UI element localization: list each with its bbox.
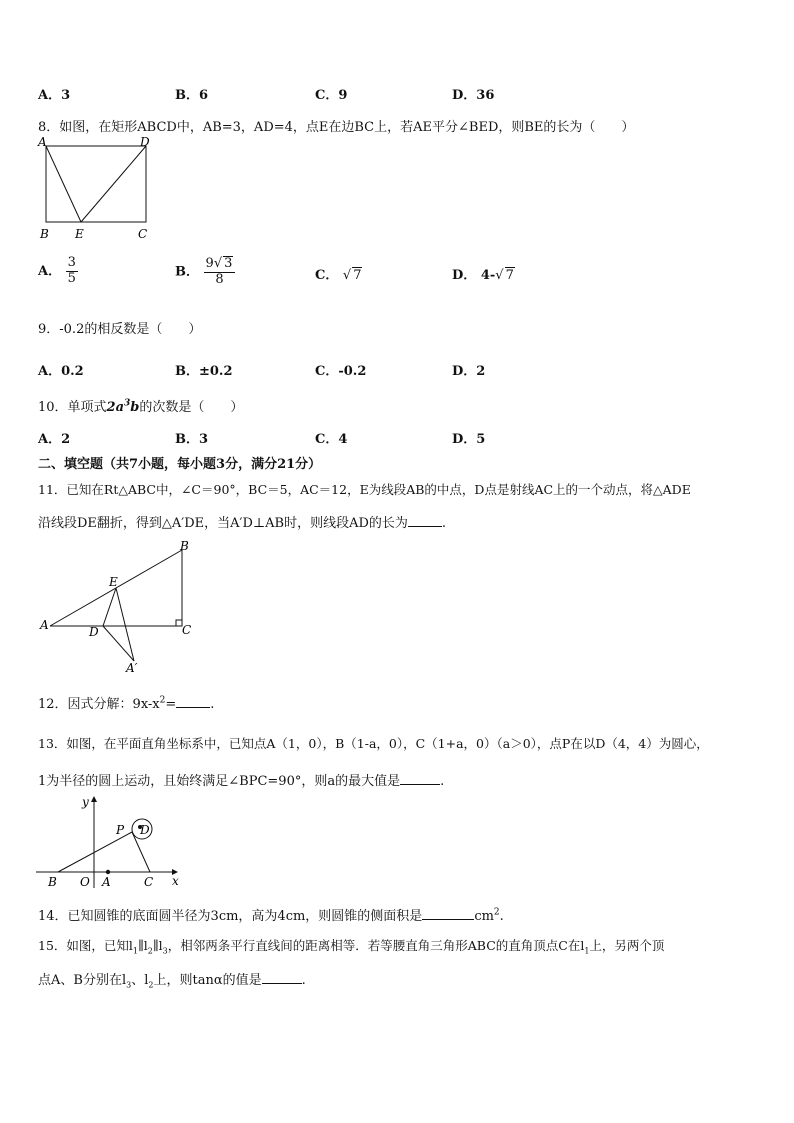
q11-label-b: B <box>180 539 189 553</box>
q8-label-b: B <box>40 227 49 241</box>
q13-coordinate-figure <box>36 792 186 892</box>
q8-option-d-prefix: 4- <box>480 268 496 283</box>
q9-option-c[interactable]: C．-0.2 <box>315 364 367 379</box>
q10-exponent: 3 <box>124 398 131 409</box>
q9-option-d[interactable]: D．2 <box>452 364 486 379</box>
q14-end: . <box>499 909 504 924</box>
q12-text: 12．因式分解：9x-x <box>38 697 160 712</box>
q7-option-c[interactable]: C．9 <box>315 88 348 103</box>
q9-stem: 9．-0.2的相反数是（ ） <box>38 322 202 337</box>
q12-equals: = <box>165 697 177 712</box>
q8-option-b-radicand: 3 <box>224 256 233 271</box>
q8-label-c: C <box>138 227 148 241</box>
q7-option-a[interactable]: A．3 <box>38 88 71 103</box>
q8-option-d-letter: D． <box>452 268 477 283</box>
q9-option-a[interactable]: A．0.2 <box>38 364 84 379</box>
q8-stem: 8．如图，在矩形ABCD中，AB=3，AD=4，点E在边BC上，若AE平分∠BED，则BE的长为（ ） <box>38 120 635 135</box>
q13-end: . <box>440 774 445 789</box>
q13-line2 <box>38 770 444 789</box>
q15-line1 <box>38 936 664 956</box>
sqrt-icon: √ <box>213 256 223 271</box>
q8-option-b-denominator: 8 <box>215 271 224 287</box>
sqrt-icon: √ <box>342 268 352 283</box>
q10-stem-suffix: 的次数是（ ） <box>139 400 244 415</box>
q14-text: 14．已知圆锥的底面圆半径为3cm，高为4cm，则圆锥的侧面积是 <box>38 909 423 924</box>
q15-sub-6: 2 <box>148 980 154 990</box>
q13-label-d: D <box>140 823 150 837</box>
q8-option-c[interactable] <box>315 264 362 283</box>
q13-label-x: x <box>172 874 179 888</box>
q13-line1: 13．如图，在平面直角坐标系中，已知点A（1，0），B（1-a，0），C（1+a，0）（a＞0），点P在以D（4，4）为圆心， <box>38 736 709 751</box>
q11-label-d: D <box>89 625 99 639</box>
q15-text-h: 上，则tanα的值是 <box>153 973 262 988</box>
q12-end: . <box>210 697 215 712</box>
q8-option-b-coef: 9 <box>205 256 214 271</box>
q11-line1: 11．已知在Rt△ABC中，∠C＝90°，BC＝5，AC＝12，E为线段AB的中点，D点是射线AC上的一个动点，将△ADE <box>38 482 691 497</box>
q15-text-c: ∥l <box>152 938 163 953</box>
section-heading: 二、填空题（共7小题，每小题3分，满分21分） <box>38 457 322 472</box>
q15-text-e: 上，另两个顶 <box>589 938 665 953</box>
q10-option-c[interactable]: C．4 <box>315 432 348 447</box>
q13-label-p: P <box>116 823 125 837</box>
q10-stem <box>38 396 243 415</box>
q7-option-d[interactable]: D．36 <box>452 88 495 103</box>
q15-text-b: ∥l <box>138 938 148 953</box>
sqrt-icon: √ <box>495 268 504 283</box>
q15-text-d: ，相邻两条平行直线间的距离相等．若等腰直角三角形ABC的直角顶点C在l <box>167 938 585 953</box>
q11-label-e: E <box>109 575 118 589</box>
q8-label-e: E <box>75 227 84 241</box>
q8-option-d[interactable] <box>452 264 515 283</box>
q14-unit-exponent: 2 <box>493 907 500 918</box>
q12-answer-blank[interactable] <box>176 695 210 708</box>
q15-text-a: 15．如图，已知l <box>38 938 133 953</box>
q8-option-b[interactable] <box>175 256 235 288</box>
q10-expression: 2a <box>106 400 125 415</box>
q14-answer-blank[interactable] <box>422 907 474 920</box>
q11-answer-blank[interactable] <box>408 514 442 527</box>
q12-stem <box>38 693 214 712</box>
q10-stem-prefix: 10．单项式 <box>38 400 107 415</box>
q8-label-d: D <box>140 135 150 149</box>
q15-sub-2: 2 <box>147 946 153 956</box>
q11-line2 <box>38 512 446 531</box>
q15-text-g: 、l <box>131 973 149 988</box>
q8-option-a[interactable] <box>38 256 78 287</box>
q13-label-b: B <box>48 875 57 889</box>
q14-stem <box>38 905 504 924</box>
q15-answer-blank[interactable] <box>262 971 302 984</box>
q13-label-o: O <box>80 875 90 889</box>
q13-answer-blank[interactable] <box>400 772 440 785</box>
q15-text-f: 点A、B分别在l <box>38 973 127 988</box>
q10-option-d[interactable]: D．5 <box>452 432 486 447</box>
q8-rectangle-figure <box>36 134 166 242</box>
q8-option-b-letter: B． <box>175 264 199 280</box>
q15-sub-3: 3 <box>162 946 168 956</box>
q11-triangle-figure <box>36 536 196 676</box>
q10-variable: b <box>130 400 140 415</box>
q13-line2-text: 1为半径的圆上运动，且始终满足∠BPC=90°，则a的最大值是 <box>38 774 401 789</box>
q12-exponent: 2 <box>159 695 166 706</box>
q8-option-a-numerator: 3 <box>67 255 76 270</box>
q15-sub-1: 1 <box>132 946 138 956</box>
q11-label-a-prime: A′ <box>126 661 138 675</box>
q13-label-y: y <box>82 795 89 809</box>
q11-label-c: C <box>182 623 192 637</box>
q13-label-a: A <box>102 875 111 889</box>
q8-option-c-radicand: 7 <box>353 268 362 283</box>
q7-option-b[interactable]: B．6 <box>175 88 209 103</box>
q13-label-c: C <box>144 875 154 889</box>
q15-line2 <box>38 969 306 990</box>
q11-end: . <box>441 516 447 531</box>
q8-option-a-denominator: 5 <box>67 270 76 286</box>
q11-label-a: A <box>40 618 49 632</box>
q15-sub-5: 3 <box>126 980 132 990</box>
q8-option-d-radicand: 7 <box>505 268 514 283</box>
q14-unit: cm <box>474 909 494 924</box>
q10-option-a[interactable]: A．2 <box>38 432 71 447</box>
q8-label-a: A <box>38 135 47 149</box>
q10-option-b[interactable]: B．3 <box>175 432 209 447</box>
q15-sub-4: 1 <box>584 946 590 956</box>
q15-end: . <box>301 973 306 988</box>
q9-option-b[interactable]: B．±0.2 <box>175 364 233 379</box>
q8-option-c-letter: C． <box>315 268 339 283</box>
q11-line2-text: 沿线段DE翻折，得到△A′DE，当A′D⊥AB时，则线段AD的长为 <box>38 516 408 531</box>
q8-option-a-letter: A． <box>38 263 62 279</box>
